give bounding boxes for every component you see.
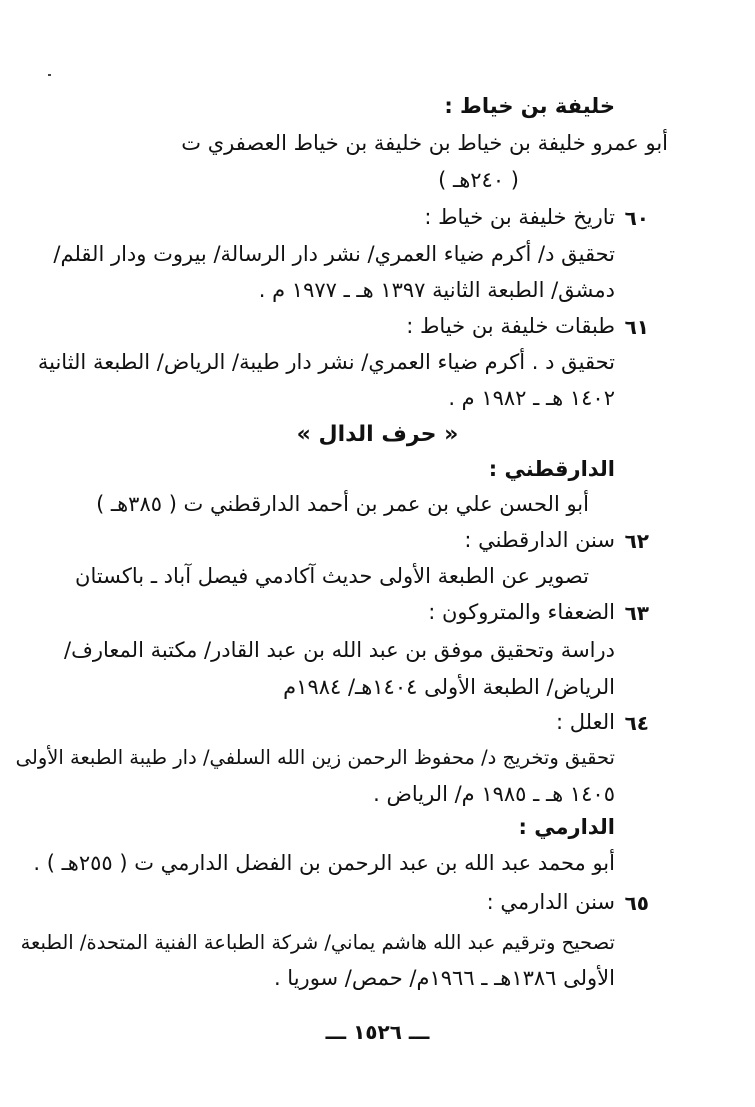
entry-number-62: ٦٢ <box>624 529 649 553</box>
author-heading-daraqutni: الدارقطني : <box>488 457 615 481</box>
entry-number-60: ٦٠ <box>624 206 649 230</box>
author-heading-khalifa: خليفة بن خياط : <box>444 94 615 118</box>
page-number: ـــ ١٥٢٦ ـــ <box>325 1020 430 1044</box>
entry-title-61: طبقات خليفة بن خياط : <box>406 314 615 338</box>
author-death-khalifa: ( ٢٤٠هـ ) <box>438 168 519 192</box>
entry-number-64: ٦٤ <box>624 711 649 735</box>
entry-detail-62-1: تصوير عن الطبعة الأولى حديث آكادمي فيصل آباد ـ باكستان <box>75 564 589 588</box>
entry-detail-60-1: تحقيق د/ أكرم ضياء العمري/ نشر دار الرسالة/ بيروت ودار القلم/ <box>53 242 615 266</box>
scan-speck <box>48 74 51 76</box>
entry-number-61: ٦١ <box>624 315 649 339</box>
entry-detail-60-2: دمشق/ الطبعة الثانية ١٣٩٧ هـ ـ ١٩٧٧ م . <box>258 278 615 302</box>
author-heading-darimi: الدارمي : <box>518 815 615 839</box>
entry-detail-63-2: الرياض/ الطبعة الأولى ١٤٠٤هـ/ ١٩٨٤م <box>283 675 615 699</box>
section-heading-dal: « حرف الدال » <box>296 422 459 447</box>
entry-detail-64-1: تحقيق وتخريج د/ محفوظ الرحمن زين الله السلفي/ دار طيبة الطبعة الأولى <box>15 746 615 769</box>
entry-detail-61-2: ١٤٠٢ هـ ـ ١٩٨٢ م . <box>448 386 615 410</box>
entry-title-63: الضعفاء والمتروكون : <box>428 600 615 624</box>
entry-number-63: ٦٣ <box>624 601 649 625</box>
author-fullname-khalifa: أبو عمرو خليفة بن خياط بن خليفة بن خياط العصفري ت <box>181 131 668 155</box>
entry-title-60: تاريخ خليفة بن خياط : <box>424 205 615 229</box>
entry-detail-65-2: الأولى ١٣٨٦هـ ـ ١٩٦٦م/ حمص/ سوريا . <box>273 966 615 990</box>
entry-detail-64-2: ١٤٠٥ هـ ـ ١٩٨٥ م/ الرياض . <box>373 782 615 806</box>
entry-title-64: العلل : <box>556 710 615 734</box>
entry-title-62: سنن الدارقطني : <box>464 528 615 552</box>
author-fullname-darimi: أبو محمد عبد الله بن عبد الرحمن بن الفضل الدارمي ت ( ٢٥٥هـ ) . <box>33 851 615 875</box>
entry-title-65: سنن الدارمي : <box>486 890 615 914</box>
entry-detail-61-1: تحقيق د . أكرم ضياء العمري/ نشر دار طيبة/ الرياض/ الطبعة الثانية <box>37 350 615 374</box>
entry-detail-65-1: تصحيح وترقيم عبد الله هاشم يماني/ شركة الطباعة الفنية المتحدة/ الطبعة <box>20 931 615 954</box>
entry-number-65: ٦٥ <box>624 891 649 915</box>
author-fullname-daraqutni: أبو الحسن علي بن عمر بن أحمد الدارقطني ت ( ٣٨٥هـ ) <box>96 492 589 516</box>
entry-detail-63-1: دراسة وتحقيق موفق بن عبد الله بن عبد القادر/ مكتبة المعارف/ <box>64 638 615 662</box>
